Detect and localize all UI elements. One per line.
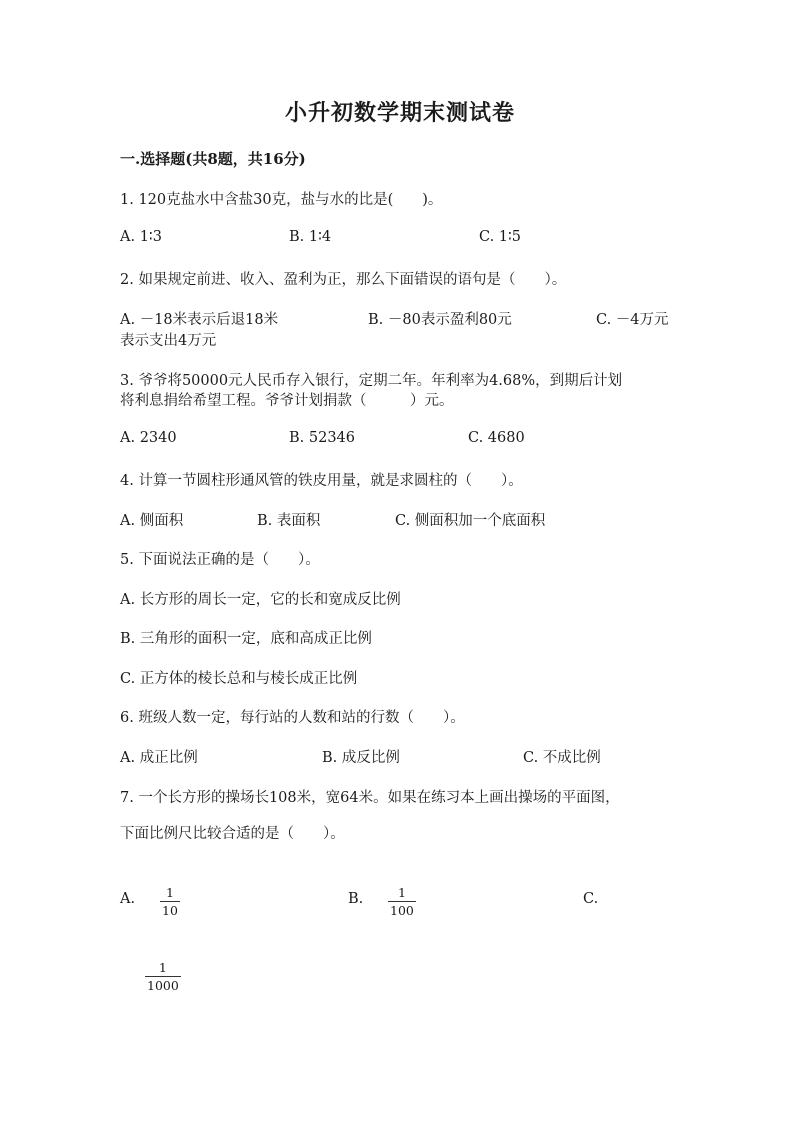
question-2-option-c-continued: 表示支出4万元 [120, 333, 217, 349]
question-2-option-a: A. －18米表示后退18米 [120, 312, 279, 328]
question-4-stem: 4. 计算一节圆柱形通风管的铁皮用量，就是求圆柱的（ ）。 [120, 473, 523, 489]
fraction-denominator: 100 [390, 903, 414, 918]
fraction-numerator: 1 [397, 885, 406, 900]
question-7-stem-line-1: 7. 一个长方形的操场长108米，宽64米。如果在练习本上画出操场的平面图， [120, 790, 620, 806]
question-6-option-c: C. 不成比例 [523, 750, 601, 766]
question-7-option-b-fraction [388, 885, 416, 918]
question-2-option-b: B. －80表示盈利80元 [368, 312, 512, 328]
question-3-option-c: C. 4680 [468, 430, 525, 446]
fraction-denominator: 10 [162, 903, 178, 918]
question-3-stem-line-2: 将利息捐给希望工程。爷爷计划捐款（ ）元。 [120, 393, 454, 409]
question-4-option-a: A. 侧面积 [120, 513, 184, 529]
question-3-option-a: A. 2340 [120, 430, 177, 446]
fraction-numerator: 1 [165, 885, 174, 900]
question-7-option-c-label: C. [583, 891, 599, 907]
fraction-bar [388, 901, 416, 902]
question-2-option-c: C. －4万元 [596, 312, 669, 328]
question-3-stem-line-1: 3. 爷爷将50000元人民币存入银行，定期二年。年利率为4.68%，到期后计划 [120, 373, 623, 389]
question-5-option-a: A. 长方形的周长一定，它的长和宽成反比例 [120, 592, 401, 608]
fraction-bar [145, 976, 181, 977]
question-3-option-b: B. 52346 [289, 430, 356, 446]
question-2-stem: 2. 如果规定前进、收入、盈利为正，那么下面错误的语句是（ ）。 [120, 272, 567, 288]
question-7-stem-line-2: 下面比例尺比较合适的是（ ）。 [120, 826, 345, 842]
question-5-option-b: B. 三角形的面积一定，底和高成正比例 [120, 631, 372, 647]
section-heading: 一.选择题(共8题，共16分) [120, 150, 306, 168]
question-1-option-b: B. 1∶4 [289, 229, 332, 245]
question-7-option-c-fraction [145, 960, 181, 993]
question-5-stem: 5. 下面说法正确的是（ ）。 [120, 552, 320, 568]
page-title: 小升初数学期末测试卷 [284, 100, 515, 126]
question-6-stem: 6. 班级人数一定，每行站的人数和站的行数（ ）。 [120, 710, 465, 726]
question-4-option-c: C. 侧面积加一个底面积 [395, 513, 546, 529]
question-7-option-a-fraction [160, 885, 180, 918]
question-5-option-c: C. 正方体的棱长总和与棱长成正比例 [120, 671, 358, 687]
question-7-option-b-label: B. [348, 891, 364, 907]
question-1-option-a: A. 1∶3 [120, 229, 162, 245]
question-1-stem: 1. 120克盐水中含盐30克，盐与水的比是( )。 [120, 192, 443, 208]
question-6-option-b: B. 成反比例 [322, 750, 400, 766]
question-6-option-a: A. 成正比例 [120, 750, 198, 766]
fraction-numerator: 1 [158, 960, 167, 975]
question-1-option-c: C. 1∶5 [479, 229, 522, 245]
fraction-bar [160, 901, 180, 902]
question-4-option-b: B. 表面积 [257, 513, 321, 529]
fraction-denominator: 1000 [147, 978, 179, 993]
question-7-option-a-label: A. [120, 891, 136, 907]
